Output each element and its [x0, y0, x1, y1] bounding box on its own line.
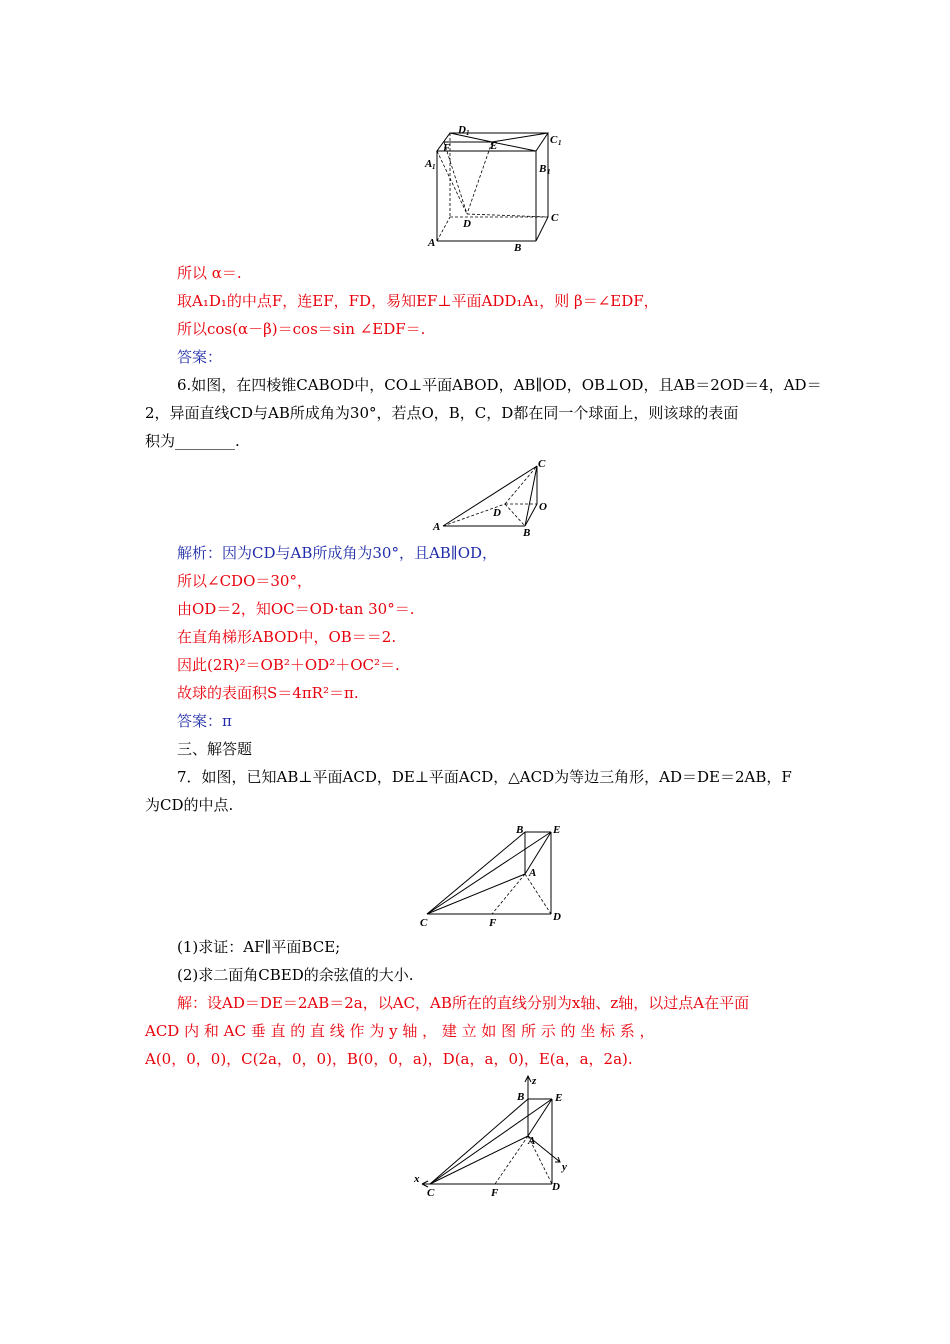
figure-cube	[420, 124, 570, 256]
text-line: 7．如图，已知AB⊥平面ACD，DE⊥平面ACD，△ACD为等边三角形，AD＝DE＝2AB，F	[177, 768, 792, 786]
text-line: 因此(2R)²＝OB²＋OD²＋OC²＝.	[177, 656, 400, 674]
label-B: B	[523, 527, 531, 539]
text-line: 为CD的中点.	[145, 796, 234, 814]
text-line: 所以∠CDO＝30°，	[177, 572, 312, 590]
label-y: y	[562, 1161, 567, 1173]
text-line: 三、解答题	[177, 740, 253, 758]
label-C1-sub: 1	[558, 139, 562, 147]
text-line: 所以cos(α－β)＝cos＝sin ∠EDF＝.	[177, 320, 426, 338]
label-A: A	[428, 237, 436, 249]
text-line: (1)求证：AF∥平面BCE;	[177, 938, 341, 956]
label-B1: B	[539, 163, 547, 175]
label-B: B	[516, 824, 524, 836]
label-B1-sub: 1	[547, 168, 551, 176]
label-E: E	[555, 1092, 563, 1104]
label-F: F	[443, 142, 451, 154]
text-line: 故球的表面积S＝4πR²＝π.	[177, 684, 359, 702]
label-B: B	[514, 242, 522, 254]
text-line: A(0，0，0)，C(2a，0，0)，B(0，0，a)，D(a，a，0)，E(a，a，2a).	[145, 1050, 633, 1068]
label-D: D	[463, 218, 471, 230]
text-line: 答案：	[177, 348, 223, 366]
label-C1: C	[550, 134, 558, 146]
label-D: D	[493, 507, 501, 519]
label-A: A	[528, 1135, 536, 1147]
label-C: C	[538, 458, 546, 470]
label-E: E	[490, 140, 498, 152]
text-line: 6.如图，在四棱锥CABOD中，CO⊥平面ABOD，AB∥OD，OB⊥OD，且AB＝2OD＝4，AD＝	[177, 376, 822, 394]
text-line: ACD 内 和 AC 垂 直 的 直 线 作 为 y 轴 ， 建 立 如 图 所 示 的 坐 标 系 ，	[145, 1022, 655, 1040]
text-line: (2)求二面角CBED的余弦值的大小.	[177, 966, 414, 984]
label-F: F	[491, 1187, 499, 1199]
text-line: 积为________.	[145, 432, 240, 450]
figure-coordinates	[410, 1074, 580, 1199]
label-D1: D	[458, 124, 466, 136]
label-B: B	[517, 1091, 525, 1103]
text-line: 答案：π	[177, 712, 232, 730]
label-z: z	[532, 1075, 537, 1087]
label-D1-sub: 1	[466, 129, 470, 137]
label-D: D	[553, 911, 561, 923]
label-A: A	[529, 867, 537, 879]
label-A: A	[433, 521, 441, 533]
text-line: 解：设AD＝DE＝2AB＝2a，以AC，AB所在的直线分别为x轴、z轴，以过点A在平面	[177, 994, 750, 1012]
label-F: F	[489, 917, 497, 929]
label-D: D	[552, 1181, 560, 1193]
figure-pyramid	[430, 456, 560, 538]
figure-problem7	[415, 822, 575, 932]
text-line: 由OD＝2，知OC＝OD·tan 30°＝.	[177, 600, 415, 618]
text-line: 在直角梯形ABOD中，OB＝＝2.	[177, 628, 397, 646]
label-C: C	[420, 917, 428, 929]
label-O: O	[539, 501, 547, 513]
label-A1-sub: 1	[432, 163, 436, 171]
label-C: C	[427, 1187, 435, 1199]
label-x: x	[414, 1173, 420, 1185]
text-line: 2，异面直线CD与AB所成角为30°，若点O，B，C，D都在同一个球面上，则该球的表面	[145, 404, 739, 422]
label-A1: A	[425, 158, 433, 170]
text-line: 所以 α＝.	[177, 264, 242, 282]
label-C: C	[551, 212, 559, 224]
text-line: 取A₁D₁的中点F，连EF，FD，易知EF⊥平面ADD₁A₁，则 β＝∠EDF，	[177, 292, 659, 310]
label-E: E	[553, 824, 561, 836]
text-line: 解析：因为CD与AB所成角为30°，且AB∥OD，	[177, 544, 498, 562]
